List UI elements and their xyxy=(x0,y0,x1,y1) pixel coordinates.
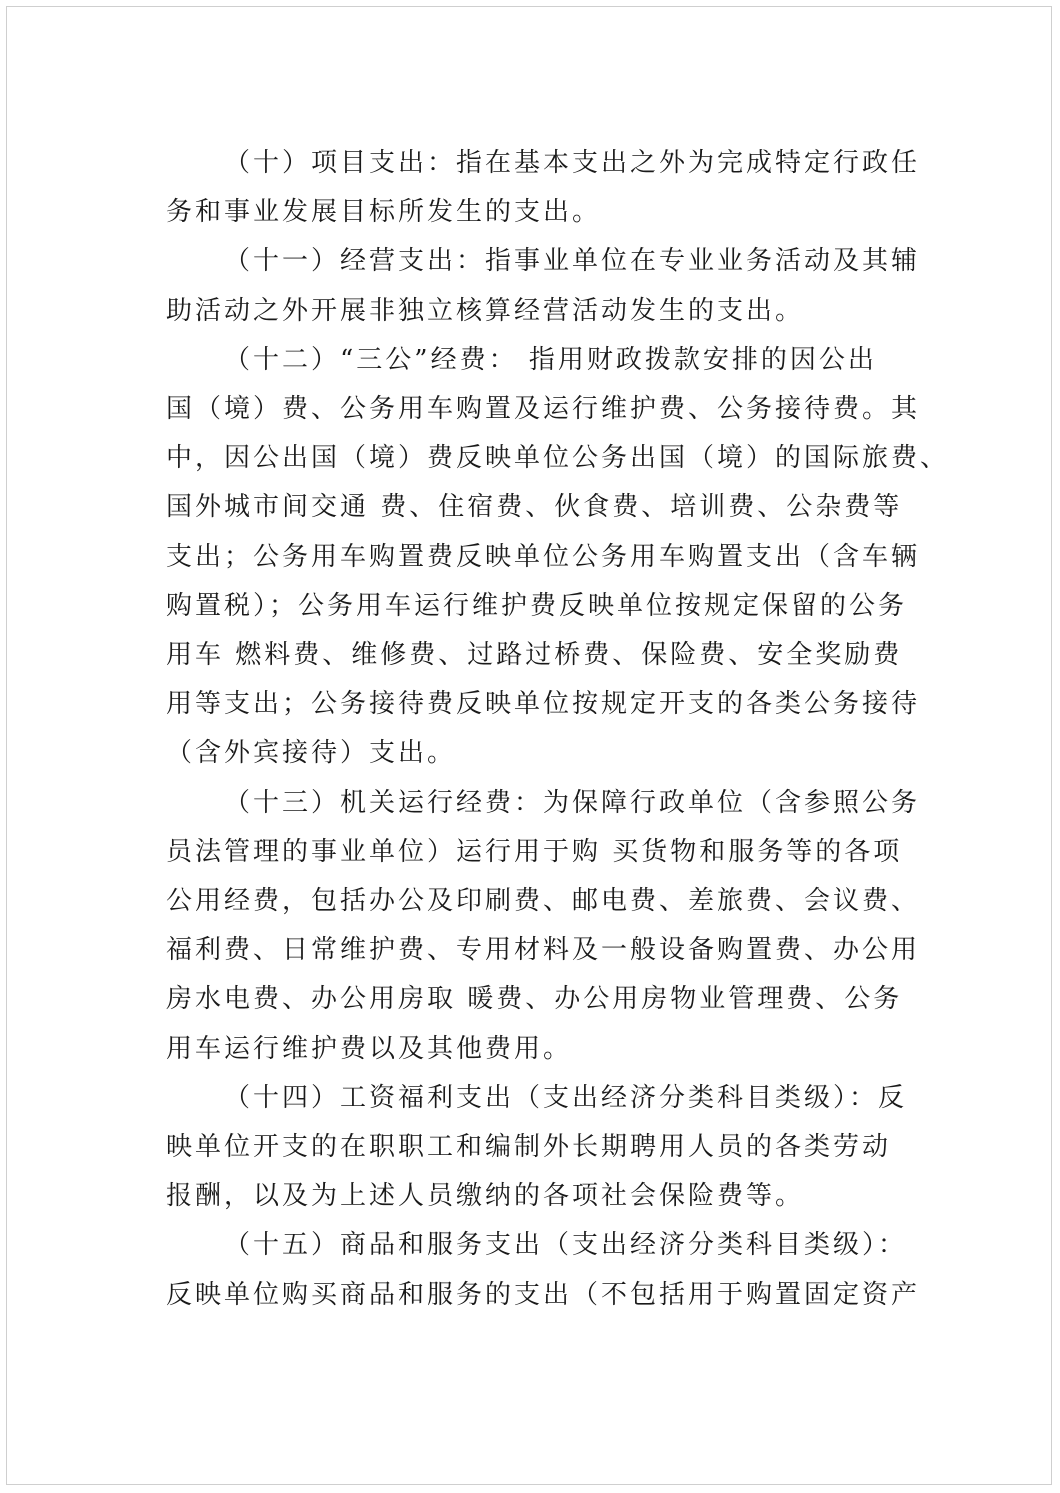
paragraph-wage-welfare-expenditure xyxy=(166,1074,908,1222)
text-line: 用等支出；公务接待费反映单位按规定开支的各类公务接待 xyxy=(166,689,921,720)
text-line: 用车运行维护费以及其他费用。 xyxy=(166,1033,573,1064)
paragraph-project-expenditure xyxy=(166,139,921,237)
text-line: 反映单位购买商品和服务的支出（不包括用于购置固定资产 xyxy=(166,1279,921,1310)
text-line: （十）项目支出：指在基本支出之外为完成特定行政任 xyxy=(224,148,921,178)
text-line: 购置税）；公务用车运行维护费反映单位按规定保留的公务 xyxy=(166,590,908,621)
text-line: （十五）商品和服务支出（支出经济分类科目类级）： xyxy=(224,1230,908,1261)
paragraph-operating-expenditure xyxy=(166,237,921,335)
text-line: 务和事业发展目标所发生的支出。 xyxy=(166,197,602,228)
text-line: 国（境）费、公务用车购置及运行维护费、公务接待费。其 xyxy=(166,394,921,425)
text-line: 支出；公务用车购置费反映单位公务用车购置支出（含车辆 xyxy=(166,541,921,572)
text-line: （十四）工资福利支出（支出经济分类科目类级）：反 xyxy=(224,1082,908,1113)
document-body xyxy=(166,139,950,1320)
text-line: 中，因公出国（境）费反映单位公务出国（境）的国际旅费、 xyxy=(166,443,950,474)
text-line: 用车 燃料费、维修费、过路过桥费、保险费、安全奖励费 xyxy=(166,640,903,671)
text-line: （十二）“三公”经费： 指用财政拨款安排的因公出 xyxy=(224,344,877,375)
text-line: 员法管理的事业单位）运行用于购 买货物和服务等的各项 xyxy=(166,836,903,867)
text-line: （十三）机关运行经费：为保障行政单位（含参照公务 xyxy=(224,787,921,818)
text-line: 公用经费，包括办公及印刷费、邮电费、差旅费、会议费、 xyxy=(166,886,921,917)
text-line: 房水电费、办公用房取 暖费、办公用房物业管理费、公务 xyxy=(166,984,903,1015)
paragraph-goods-services-expenditure xyxy=(166,1221,921,1319)
paragraph-agency-operating-funds xyxy=(166,779,921,1074)
text-line: （含外宾接待）支出。 xyxy=(166,738,457,769)
text-line: 报酬，以及为上述人员缴纳的各项社会保险费等。 xyxy=(166,1181,805,1212)
text-line: 映单位开支的在职职工和编制外长期聘用人员的各类劳动 xyxy=(166,1132,892,1163)
text-line: 助活动之外开展非独立核算经营活动发生的支出。 xyxy=(166,295,805,326)
paragraph-three-public-expenses xyxy=(166,336,950,779)
text-line: （十一）经营支出：指事业单位在专业业务活动及其辅 xyxy=(224,246,921,277)
text-line: 福利费、日常维护费、专用材料及一般设备购置费、办公用 xyxy=(166,935,921,966)
text-line: 国外城市间交通 费、住宿费、伙食费、培训费、公杂费等 xyxy=(166,492,903,523)
